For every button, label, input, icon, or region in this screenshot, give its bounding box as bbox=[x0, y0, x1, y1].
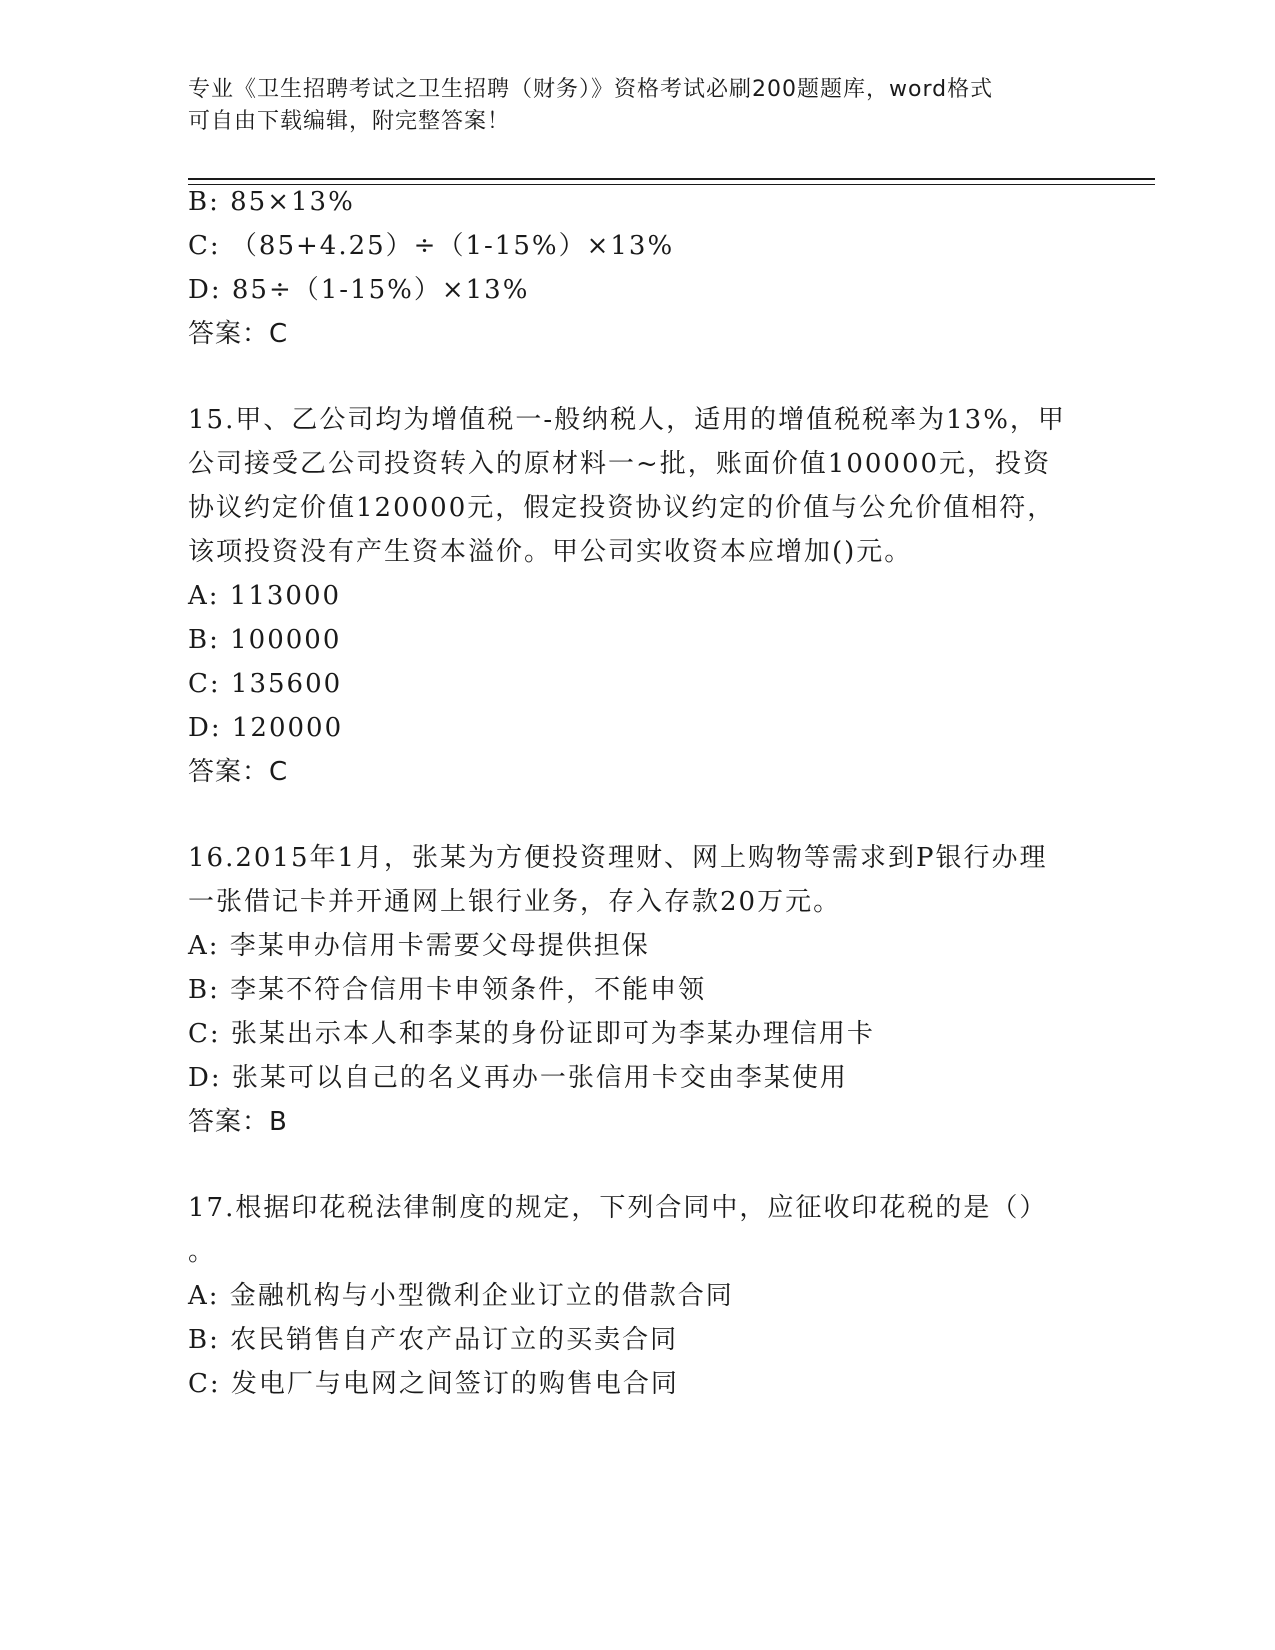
document-header bbox=[188, 74, 1088, 138]
q15-option-b: B: 100000 bbox=[188, 625, 342, 655]
header-line-1: 专业《卫生招聘考试之卫生招聘（财务）》资格考试必刷200题题库，word格式 bbox=[188, 77, 994, 102]
q16-option-a: A: 李某申办信用卡需要父母提供担保 bbox=[188, 931, 650, 961]
header-line-2: 可自由下载编辑，附完整答案！ bbox=[188, 109, 511, 134]
q16-option-c: C: 张某出示本人和李某的身份证即可为李某办理信用卡 bbox=[188, 1019, 875, 1049]
q15-option-d: D: 120000 bbox=[188, 713, 344, 743]
q14-option-b: B: 85×13% bbox=[188, 187, 355, 217]
q16-option-d: D: 张某可以自己的名义再办一张信用卡交由李某使用 bbox=[188, 1063, 848, 1093]
q17-option-b: B: 农民销售自产农产品订立的买卖合同 bbox=[188, 1325, 679, 1355]
q15-stem-line-1: 15.甲、乙公司均为增值税一-般纳税人，适用的增值税税率为13%，甲 bbox=[188, 405, 1066, 435]
q16-answer: 答案：B bbox=[188, 1107, 288, 1137]
q15-stem-line-3: 协议约定价值120000元，假定投资协议约定的价值与公允价值相符， bbox=[188, 493, 1056, 523]
q17-option-a: A: 金融机构与小型微利企业订立的借款合同 bbox=[188, 1281, 734, 1311]
q17-stem-line-1: 17.根据印花税法律制度的规定，下列合同中，应征收印花税的是（） bbox=[188, 1193, 1048, 1223]
q15-stem-line-4: 该项投资没有产生资本溢价。甲公司实收资本应增加()元。 bbox=[188, 537, 913, 567]
q15-option-a: A: 113000 bbox=[188, 581, 342, 611]
q16-stem-line-1: 16.2015年1月，张某为方便投资理财、网上购物等需求到P银行办理 bbox=[188, 843, 1048, 873]
q14-option-d: D: 85÷（1-15%）×13% bbox=[188, 275, 530, 305]
q16-stem-line-2: 一张借记卡并开通网上银行业务，存入存款20万元。 bbox=[188, 887, 842, 917]
q15-stem-line-2: 公司接受乙公司投资转入的原材料一~批，账面价值100000元，投资 bbox=[188, 449, 1052, 479]
header-rule-thick bbox=[188, 178, 1155, 180]
q15-answer: 答案：C bbox=[188, 757, 289, 787]
q14-option-c: C: （85+4.25）÷（1-15%）×13% bbox=[188, 231, 675, 261]
q16-option-b: B: 李某不符合信用卡申领条件，不能申领 bbox=[188, 975, 707, 1005]
header-rule-thin bbox=[188, 184, 1155, 185]
q14-answer: 答案：C bbox=[188, 319, 289, 349]
q17-option-c: C: 发电厂与电网之间签订的购售电合同 bbox=[188, 1369, 679, 1399]
q15-option-c: C: 135600 bbox=[188, 669, 343, 699]
q17-stem-line-2: 。 bbox=[188, 1237, 217, 1267]
